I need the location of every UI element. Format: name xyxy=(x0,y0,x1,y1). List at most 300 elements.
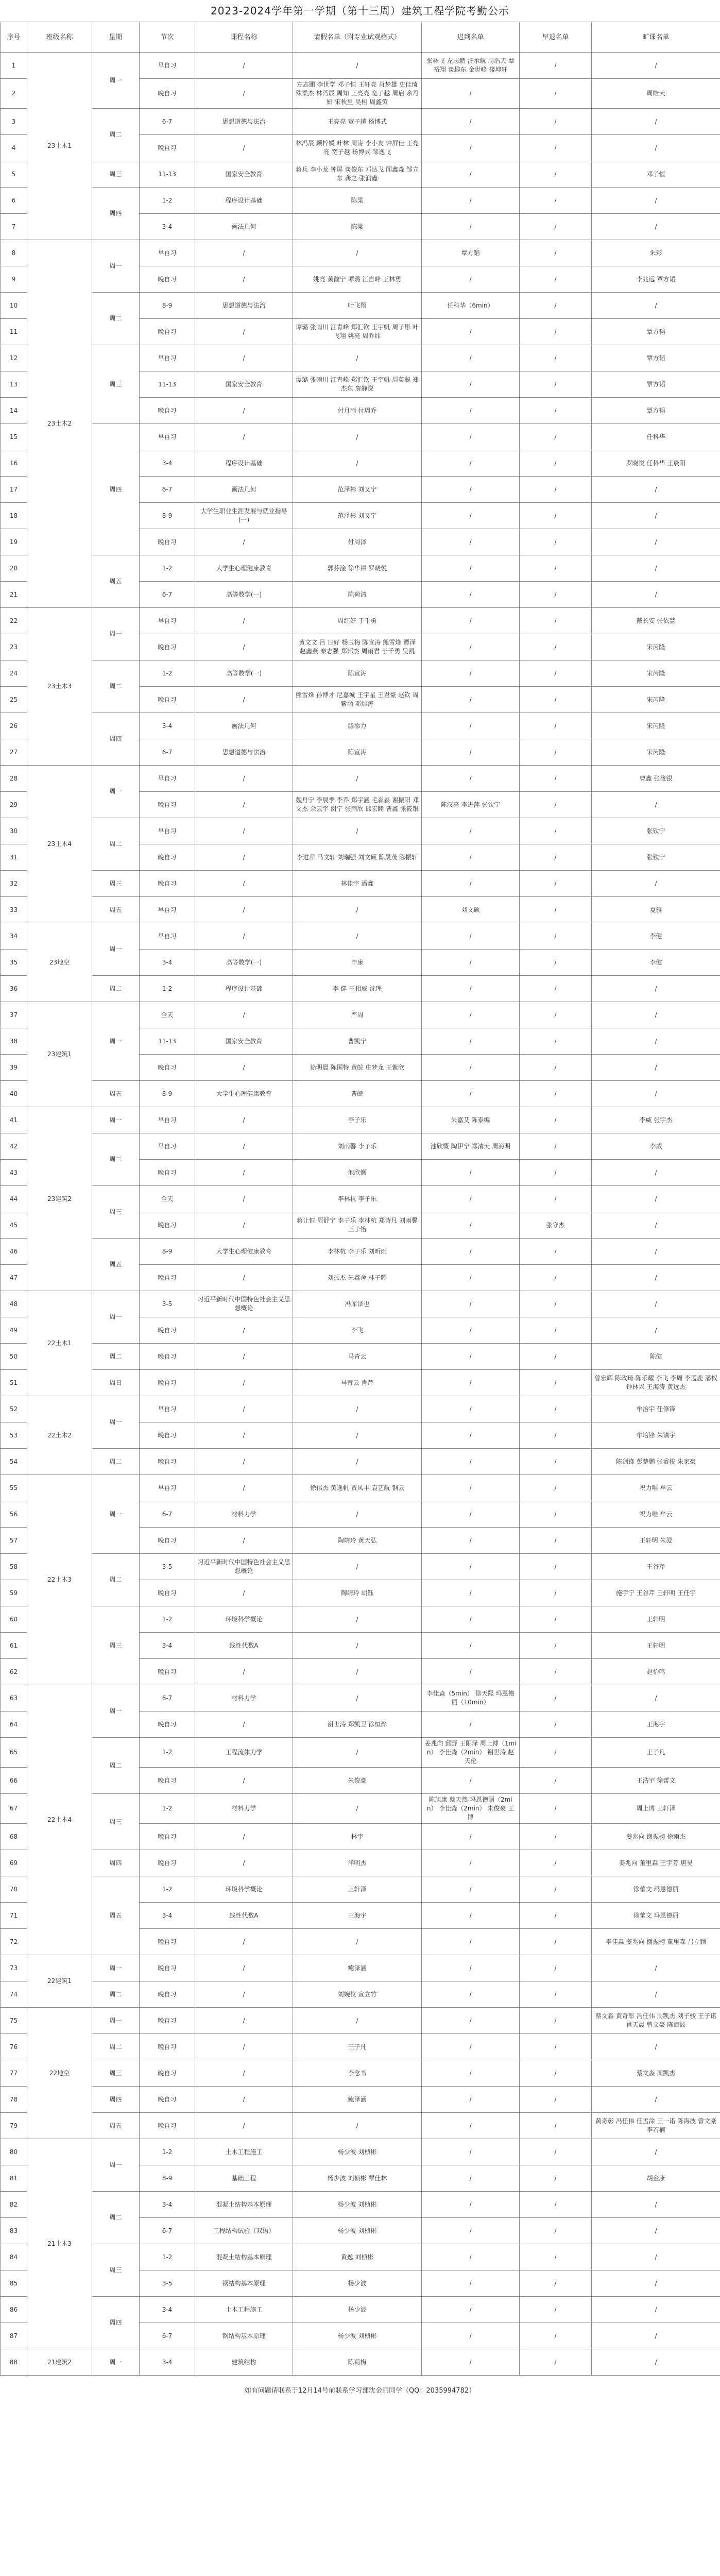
absent-list-cell: 覃方韬 xyxy=(592,345,720,371)
leave-list-cell: 陈梁 xyxy=(293,188,422,214)
table-row xyxy=(1,1002,720,1028)
weekday-cell: 周一 xyxy=(92,608,140,660)
period-cell: 晚自习 xyxy=(140,1955,195,1981)
early-leave-list-cell: / xyxy=(520,79,592,109)
table-row xyxy=(1,2087,720,2113)
early-leave-list-cell: / xyxy=(520,1981,592,2008)
leave-list-cell: 叶飞翔 xyxy=(293,293,422,319)
table-row xyxy=(1,240,720,266)
table-row xyxy=(1,161,720,188)
late-list-cell: / xyxy=(422,739,520,766)
leave-list-cell: / xyxy=(293,1449,422,1475)
table-row xyxy=(1,871,720,897)
table-row xyxy=(1,109,720,135)
leave-list-cell: 李进萍 马文轩 刘瑞强 刘文硕 陈晟茂 陈振轩 xyxy=(293,844,422,871)
late-list-cell: / xyxy=(422,161,520,188)
course-name-cell: / xyxy=(195,266,293,293)
early-leave-list-cell: / xyxy=(520,2034,592,2060)
leave-list-cell: 刘雨馨 李子乐 xyxy=(293,1133,422,1160)
absent-list-cell: / xyxy=(592,792,720,818)
course-name-cell: / xyxy=(195,897,293,923)
row-index-cell: 64 xyxy=(1,1711,27,1738)
early-leave-list-cell: / xyxy=(520,1475,592,1501)
late-list-cell: / xyxy=(422,2218,520,2244)
row-index-cell: 51 xyxy=(1,1370,27,1396)
weekday-cell: 周二 xyxy=(92,1981,140,2008)
late-list-cell: / xyxy=(422,1554,520,1580)
row-index-cell: 56 xyxy=(1,1501,27,1528)
course-name-cell: 土木工程施工 xyxy=(195,2297,293,2323)
course-name-cell: / xyxy=(195,398,293,424)
table-row xyxy=(1,2349,720,2376)
table-row xyxy=(1,2244,720,2270)
early-leave-list-cell: / xyxy=(520,1501,592,1528)
row-index-cell: 24 xyxy=(1,660,27,687)
late-list-cell: / xyxy=(422,844,520,871)
course-name-cell: / xyxy=(195,1659,293,1685)
row-index-cell: 47 xyxy=(1,1265,27,1291)
leave-list-cell: 鲍泽涵 xyxy=(293,1955,422,1981)
late-list-cell: / xyxy=(422,871,520,897)
period-cell: 6-7 xyxy=(140,739,195,766)
late-list-cell: / xyxy=(422,1291,520,1317)
early-leave-list-cell: / xyxy=(520,1659,592,1685)
period-cell: 晚自习 xyxy=(140,792,195,818)
row-index-cell: 37 xyxy=(1,1002,27,1028)
attendance-table xyxy=(0,22,720,2376)
early-leave-list-cell: / xyxy=(520,1903,592,1929)
row-index-cell: 83 xyxy=(1,2218,27,2244)
absent-list-cell: / xyxy=(592,2192,720,2218)
course-name-cell: 材料力学 xyxy=(195,1501,293,1528)
period-cell: 1-2 xyxy=(140,1876,195,1903)
row-index-cell: 79 xyxy=(1,2113,27,2139)
absent-list-cell: 覃方韬 xyxy=(592,371,720,398)
early-leave-list-cell: / xyxy=(520,2060,592,2087)
absent-list-cell: 陈剑锋 彭楚鹏 张睿俊 朱家豪 xyxy=(592,1449,720,1475)
table-row xyxy=(1,1396,720,1422)
course-name-cell: / xyxy=(195,2008,293,2034)
early-leave-list-cell: / xyxy=(520,844,592,871)
row-index-cell: 78 xyxy=(1,2087,27,2113)
course-name-cell: 国家安全教育 xyxy=(195,371,293,398)
course-name-cell: 画法几何 xyxy=(195,214,293,240)
late-list-cell: / xyxy=(422,214,520,240)
leave-list-cell: 范泽彬 刘又宁 xyxy=(293,503,422,529)
absent-list-cell: 赵怡鸣 xyxy=(592,1659,720,1685)
early-leave-list-cell: / xyxy=(520,1580,592,1606)
row-index-cell: 32 xyxy=(1,871,27,897)
course-name-cell: 习近平新时代中国特色社会主义思想概论 xyxy=(195,1554,293,1580)
early-leave-list-cell: / xyxy=(520,2244,592,2270)
course-name-cell: 工程流体力学 xyxy=(195,1738,293,1768)
course-name-cell: / xyxy=(195,1344,293,1370)
leave-list-cell: / xyxy=(293,1422,422,1449)
late-list-cell: / xyxy=(422,1160,520,1186)
absent-list-cell: / xyxy=(592,109,720,135)
period-cell: 早自习 xyxy=(140,766,195,792)
leave-list-cell: 蒋兵 李小龙 钟屏 谈俊东 邓达飞 闻鑫淼 邹立东 龚之 张润鑫 xyxy=(293,161,422,188)
early-leave-list-cell: / xyxy=(520,2218,592,2244)
late-list-cell: / xyxy=(422,555,520,582)
absent-list-cell: / xyxy=(592,2087,720,2113)
period-cell: 11-13 xyxy=(140,1028,195,1055)
leave-list-cell: 谭璐 张雨川 江青峰 郑汇钦 王宇帆 周子彤 叶飞翔 姚亮 周乔炜 xyxy=(293,319,422,345)
leave-list-cell: 林冯辰 顾梓媛 叶林 周涛 李小友 钟屏佳 王亮亮 宽子越 杨博式 邹逸飞 xyxy=(293,135,422,161)
absent-list-cell: / xyxy=(592,2297,720,2323)
early-leave-list-cell: / xyxy=(520,1606,592,1633)
weekday-cell: 周五 xyxy=(92,1239,140,1291)
early-leave-list-cell: / xyxy=(520,1685,592,1711)
table-row xyxy=(1,1876,720,1903)
course-name-cell: 材料力学 xyxy=(195,1685,293,1711)
absent-list-cell: / xyxy=(592,214,720,240)
weekday-cell: 周三 xyxy=(92,1186,140,1239)
period-cell: 8-9 xyxy=(140,1239,195,1265)
table-row xyxy=(1,923,720,950)
period-cell: 3-5 xyxy=(140,2270,195,2297)
late-list-cell: / xyxy=(422,713,520,739)
early-leave-list-cell: / xyxy=(520,818,592,844)
course-name-cell: 国家安全教育 xyxy=(195,161,293,188)
row-index-cell: 69 xyxy=(1,1850,27,1876)
late-list-cell: / xyxy=(422,2244,520,2270)
leave-list-cell: 王亮亮 宽子越 杨博式 xyxy=(293,109,422,135)
absent-list-cell: 胡金康 xyxy=(592,2165,720,2192)
course-name-cell: / xyxy=(195,687,293,713)
row-index-cell: 38 xyxy=(1,1028,27,1055)
course-name-cell: / xyxy=(195,1580,293,1606)
absent-list-cell: / xyxy=(592,1981,720,2008)
leave-list-cell: 刘振杰 朱鑫舍 林子晖 xyxy=(293,1265,422,1291)
course-name-cell: / xyxy=(195,1212,293,1239)
absent-list-cell: / xyxy=(592,2034,720,2060)
weekday-cell: 周一 xyxy=(92,2008,140,2034)
table-row xyxy=(1,976,720,1002)
absent-list-cell: 李兆远 覃方韬 xyxy=(592,266,720,293)
course-name-cell: 混凝土结构基本原理 xyxy=(195,2244,293,2270)
late-list-cell: / xyxy=(422,1955,520,1981)
course-name-cell: 大学生心理健康教育 xyxy=(195,555,293,582)
absent-list-cell: / xyxy=(592,293,720,319)
absent-list-cell: 王浩宇 徐蕾文 xyxy=(592,1768,720,1794)
leave-list-cell: 鲍泽涵 xyxy=(293,2087,422,2113)
weekday-cell: 周一 xyxy=(92,1396,140,1449)
row-index-cell: 70 xyxy=(1,1876,27,1903)
course-name-cell: 建筑结构 xyxy=(195,2349,293,2376)
header-absent-list: 旷课名单 xyxy=(592,22,720,53)
absent-list-cell: 任科华 xyxy=(592,424,720,450)
row-index-cell: 20 xyxy=(1,555,27,582)
course-name-cell: / xyxy=(195,1929,293,1955)
weekday-cell: 周一 xyxy=(92,1475,140,1554)
leave-list-cell: 朱俊豪 xyxy=(293,1768,422,1794)
late-list-cell: 张林飞 左志鹏 汪承航 周浩天 覃裕翔 谈趣东 金世峰 楼坤轩 xyxy=(422,53,520,79)
course-name-cell: / xyxy=(195,529,293,555)
row-index-cell: 84 xyxy=(1,2244,27,2270)
table-row xyxy=(1,2139,720,2165)
leave-list-cell: 王子凡 xyxy=(293,2034,422,2060)
early-leave-list-cell: / xyxy=(520,1738,592,1768)
late-list-cell: / xyxy=(422,79,520,109)
period-cell: 3-4 xyxy=(140,2349,195,2376)
late-list-cell: / xyxy=(422,766,520,792)
row-index-cell: 1 xyxy=(1,53,27,79)
early-leave-list-cell: / xyxy=(520,398,592,424)
late-list-cell: 池欣慨 陶伊宁 郑清天 周海明 xyxy=(422,1133,520,1160)
table-row xyxy=(1,608,720,634)
weekday-cell: 周四 xyxy=(92,713,140,766)
leave-list-cell: 杨少波 刘桢彬 xyxy=(293,2218,422,2244)
period-cell: 晚自习 xyxy=(140,1449,195,1475)
row-index-cell: 3 xyxy=(1,109,27,135)
leave-list-cell: 滕添力 xyxy=(293,713,422,739)
course-name-cell: / xyxy=(195,871,293,897)
leave-list-cell: 杨少波 xyxy=(293,2270,422,2297)
early-leave-list-cell: / xyxy=(520,188,592,214)
weekday-cell: 周一 xyxy=(92,240,140,293)
row-index-cell: 74 xyxy=(1,1981,27,2008)
row-index-cell: 7 xyxy=(1,214,27,240)
leave-list-cell: 林宇 xyxy=(293,1824,422,1850)
period-cell: 晚自习 xyxy=(140,1528,195,1554)
course-name-cell: / xyxy=(195,608,293,634)
period-cell: 11-13 xyxy=(140,371,195,398)
absent-list-cell: / xyxy=(592,2349,720,2376)
weekday-cell: 周四 xyxy=(92,2297,140,2349)
early-leave-list-cell: / xyxy=(520,161,592,188)
weekday-cell: 周四 xyxy=(92,1850,140,1876)
leave-list-cell: 左志鹏 李世学 邓子恒 王轩亮 肖梦雄 史佳琦 殊柔杰 林冯辰 周知 王亮亮 宽子越 周启 余丹妍 宋秋里 吴栩 周鑫策 xyxy=(293,79,422,109)
table-row xyxy=(1,53,720,79)
page-title: 2023-2024学年第一学期（第十三周）建筑工程学院考勤公示 xyxy=(210,5,509,17)
period-cell: 晚自习 xyxy=(140,1659,195,1685)
table-row xyxy=(1,1981,720,2008)
row-index-cell: 27 xyxy=(1,739,27,766)
course-name-cell: / xyxy=(195,424,293,450)
weekday-cell: 周日 xyxy=(92,1370,140,1396)
course-name-cell: / xyxy=(195,2034,293,2060)
late-list-cell: / xyxy=(422,398,520,424)
table-row xyxy=(1,1291,720,1317)
course-name-cell: / xyxy=(195,634,293,660)
table-row xyxy=(1,713,720,739)
absent-list-cell: 邓子恒 xyxy=(592,161,720,188)
absent-list-cell: / xyxy=(592,871,720,897)
late-list-cell: / xyxy=(422,1659,520,1685)
period-cell: 3-4 xyxy=(140,1903,195,1929)
course-name-cell: 线性代数A xyxy=(195,1903,293,1929)
row-index-cell: 36 xyxy=(1,976,27,1002)
leave-list-cell: / xyxy=(293,345,422,371)
period-cell: 晚自习 xyxy=(140,1055,195,1081)
course-name-cell: / xyxy=(195,79,293,109)
period-cell: 晚自习 xyxy=(140,1265,195,1291)
period-cell: 晚自习 xyxy=(140,1317,195,1344)
late-list-cell: / xyxy=(422,1475,520,1501)
early-leave-list-cell: / xyxy=(520,1768,592,1794)
row-index-cell: 86 xyxy=(1,2297,27,2323)
weekday-cell: 周二 xyxy=(92,1449,140,1475)
leave-list-cell: / xyxy=(293,1929,422,1955)
leave-list-cell: / xyxy=(293,1501,422,1528)
late-list-cell: / xyxy=(422,2349,520,2376)
leave-list-cell: / xyxy=(293,766,422,792)
period-cell: 3-4 xyxy=(140,214,195,240)
absent-list-cell: 宋芮隆 xyxy=(592,634,720,660)
table-row xyxy=(1,1186,720,1212)
early-leave-list-cell: / xyxy=(520,266,592,293)
late-list-cell: / xyxy=(422,135,520,161)
leave-list-cell: 杨少波 刘桢彬 xyxy=(293,2192,422,2218)
late-list-cell: / xyxy=(422,1449,520,1475)
class-name-cell: 23土木2 xyxy=(27,240,92,608)
period-cell: 晚自习 xyxy=(140,1212,195,1239)
course-name-cell: / xyxy=(195,53,293,79)
leave-list-cell: / xyxy=(293,1633,422,1659)
course-name-cell: 大学生心理健康教育 xyxy=(195,1239,293,1265)
period-cell: 3-5 xyxy=(140,1554,195,1580)
row-index-cell: 23 xyxy=(1,634,27,660)
leave-list-cell: 杨少波 刘桢彬 xyxy=(293,2139,422,2165)
late-list-cell: / xyxy=(422,1055,520,1081)
period-cell: 晚自习 xyxy=(140,529,195,555)
header-leave-list: 请假名单（附专业试观格式） xyxy=(293,22,422,53)
period-cell: 早自习 xyxy=(140,818,195,844)
late-list-cell: / xyxy=(422,266,520,293)
course-name-cell: / xyxy=(195,1107,293,1133)
early-leave-list-cell: / xyxy=(520,2139,592,2165)
absent-list-cell: / xyxy=(592,2218,720,2244)
course-name-cell: 国家安全教育 xyxy=(195,1028,293,1055)
absent-list-cell: 王海宇 xyxy=(592,1711,720,1738)
period-cell: 8-9 xyxy=(140,2165,195,2192)
early-leave-list-cell: / xyxy=(520,1344,592,1370)
early-leave-list-cell: / xyxy=(520,2165,592,2192)
absent-list-cell: 牟治宇 任修锋 xyxy=(592,1396,720,1422)
course-name-cell: / xyxy=(195,319,293,345)
row-index-cell: 2 xyxy=(1,79,27,109)
late-list-cell: / xyxy=(422,582,520,608)
leave-list-cell: 陈梁 xyxy=(293,214,422,240)
absent-list-cell: / xyxy=(592,2139,720,2165)
late-list-cell: / xyxy=(422,450,520,477)
leave-list-cell: 范泽彬 刘又宁 xyxy=(293,477,422,503)
early-leave-list-cell: / xyxy=(520,2297,592,2323)
course-name-cell: / xyxy=(195,1711,293,1738)
late-list-cell: / xyxy=(422,188,520,214)
period-cell: 1-2 xyxy=(140,188,195,214)
absent-list-cell: 曾宏辉 陈政琦 陈乐耀 李飞 李周 李孟鹿 潘权 钟林兴 王海涛 黄远杰 xyxy=(592,1370,720,1396)
early-leave-list-cell: / xyxy=(520,2008,592,2034)
absent-list-cell: 王轩明 朱澄 xyxy=(592,1528,720,1554)
table-row xyxy=(1,766,720,792)
late-list-cell: / xyxy=(422,2323,520,2349)
header-weekday: 星期 xyxy=(92,22,140,53)
weekday-cell: 周二 xyxy=(92,2034,140,2060)
leave-list-cell: 黄文文 吕 日好 杨玉梅 陈宣涛 熊雪烽 谭泽 赵鑫燕 秦志强 郑邦杰 周雨君 于千勇 吴凯 xyxy=(293,634,422,660)
table-row xyxy=(1,555,720,582)
period-cell: 3-5 xyxy=(140,1291,195,1317)
leave-list-cell: / xyxy=(293,818,422,844)
period-cell: 6-7 xyxy=(140,2218,195,2244)
course-name-cell: / xyxy=(195,1370,293,1396)
late-list-cell: / xyxy=(422,1028,520,1055)
late-list-cell: 朱嘉艾 陈泰编 xyxy=(422,1107,520,1133)
leave-list-cell: / xyxy=(293,240,422,266)
period-cell: 3-4 xyxy=(140,950,195,976)
row-index-cell: 73 xyxy=(1,1955,27,1981)
row-index-cell: 33 xyxy=(1,897,27,923)
row-index-cell: 14 xyxy=(1,398,27,424)
period-cell: 晚自习 xyxy=(140,135,195,161)
weekday-cell: 周一 xyxy=(92,2349,140,2376)
absent-list-cell: / xyxy=(592,1212,720,1239)
period-cell: 晚自习 xyxy=(140,1370,195,1396)
period-cell: 早自习 xyxy=(140,897,195,923)
period-cell: 8-9 xyxy=(140,293,195,319)
early-leave-list-cell: / xyxy=(520,2323,592,2349)
early-leave-list-cell: / xyxy=(520,1449,592,1475)
leave-list-cell: 马青云 肖芹 xyxy=(293,1370,422,1396)
header-period: 节次 xyxy=(140,22,195,53)
absent-list-cell: 张钦宁 xyxy=(592,844,720,871)
absent-list-cell: / xyxy=(592,555,720,582)
early-leave-list-cell: / xyxy=(520,1929,592,1955)
leave-list-cell: 黄逸 刘桢彬 xyxy=(293,2244,422,2270)
weekday-cell: 周一 xyxy=(92,1002,140,1081)
leave-list-cell: 周红好 于千勇 xyxy=(293,608,422,634)
early-leave-list-cell: / xyxy=(520,1317,592,1344)
absent-list-cell: / xyxy=(592,1265,720,1291)
early-leave-list-cell: / xyxy=(520,687,592,713)
row-index-cell: 34 xyxy=(1,923,27,950)
absent-list-cell: 张钦宁 xyxy=(592,818,720,844)
late-list-cell: / xyxy=(422,2139,520,2165)
absent-list-cell: 宋芮隆 xyxy=(592,739,720,766)
table-row xyxy=(1,1344,720,1370)
table-row xyxy=(1,2008,720,2034)
row-index-cell: 5 xyxy=(1,161,27,188)
row-index-cell: 49 xyxy=(1,1317,27,1344)
course-name-cell: / xyxy=(195,1186,293,1212)
leave-list-cell: / xyxy=(293,923,422,950)
absent-list-cell: 王轩明 xyxy=(592,1633,720,1659)
period-cell: 晚自习 xyxy=(140,1422,195,1449)
table-row xyxy=(1,1606,720,1633)
course-name-cell: / xyxy=(195,1449,293,1475)
table-row xyxy=(1,1449,720,1475)
period-cell: 晚自习 xyxy=(140,319,195,345)
absent-list-cell: / xyxy=(592,582,720,608)
table-row xyxy=(1,345,720,371)
row-index-cell: 50 xyxy=(1,1344,27,1370)
early-leave-list-cell: / xyxy=(520,1291,592,1317)
early-leave-list-cell: / xyxy=(520,950,592,976)
late-list-cell: / xyxy=(422,1824,520,1850)
leave-list-cell: / xyxy=(293,1606,422,1633)
table-row xyxy=(1,897,720,923)
absent-list-cell: 王谷芹 xyxy=(592,1554,720,1580)
leave-list-cell: / xyxy=(293,450,422,477)
leave-list-cell: 杨少波 xyxy=(293,2297,422,2323)
period-cell: 6-7 xyxy=(140,477,195,503)
table-row xyxy=(1,2113,720,2139)
row-index-cell: 46 xyxy=(1,1239,27,1265)
course-name-cell: / xyxy=(195,1528,293,1554)
period-cell: 6-7 xyxy=(140,109,195,135)
leave-list-cell: 冯厍泽也 xyxy=(293,1291,422,1317)
